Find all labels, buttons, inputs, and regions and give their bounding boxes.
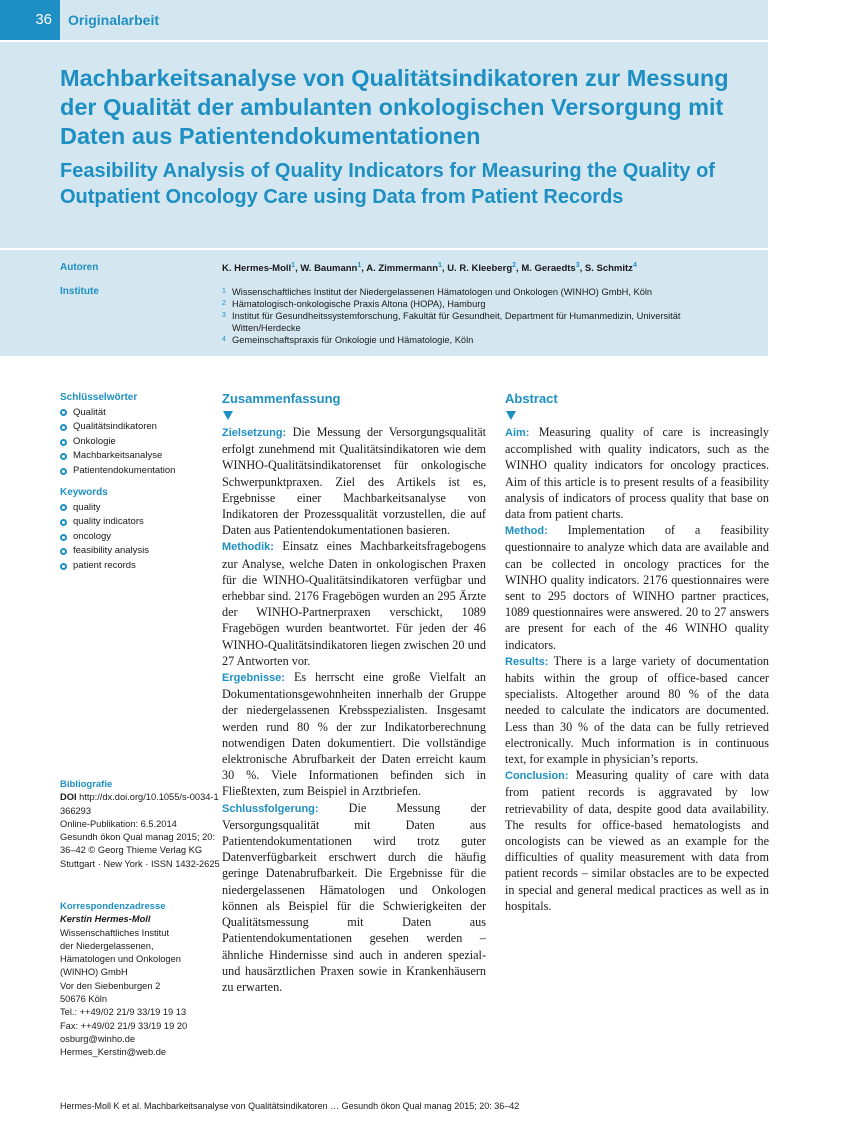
abstract-paragraph: Method: Implementation of a feasibility questionnaire to analyze which data are available and can be collected in oncology practices for the WINHO quality indicators. 2176 questionnaires were sent to 295 doctors of WINHO partner practices, 1089 questionnaires were answered. 20 to 27 answers are present for each of the 46 WINHO quality indicators. [505, 523, 770, 652]
bullet-icon [60, 453, 67, 460]
keyword-item: quality [60, 501, 210, 516]
bibliography [60, 778, 220, 871]
keyword-item: quality indicators [60, 515, 210, 530]
keyword-item: Onkologie [60, 435, 210, 450]
author: W. Baumann$^1$ [300, 262, 362, 275]
triangle-down-icon [506, 411, 516, 420]
address-line: 50676 Köln [60, 994, 108, 1005]
abstract-paragraph: Methodik: Einsatz eines Machbarkeitsfragebogens zur Analyse, welche Daten in onkologischen Praxen für die WINHO-Qualitätsindikatoren verfügbar und erhebbar sind. 2176 Fragebögen wurden an 295 Ärzte der WINHO-Partnerpraxen verschickt, 1089 Fragebögen wurden beantwortet. Für jeden der 46 WINHO-Qualitätsindikatoren liegen zwischen 20 und 27 Antworten vor. [222, 539, 486, 668]
abstract-paragraph: Aim: Measuring quality of care is increasingly accomplished with quality indicators, such as the WINHO quality indicators for oncology practices. Aim of this article is to present results of a feasibility analysis of indicators of process quality that base on data from patient charts. [505, 425, 770, 522]
abstract-paragraph: Conclusion: Measuring quality of care with data from patient records is aggravated by low retrievability of data, despite good data availability. The results for office-based hematologists and oncologists can be viewed as an example for the difficulties of quality measurement with data from patient records – similar obstacles are to be expected in special and general medical practices as well as in hospitals. [505, 768, 769, 913]
page-number: 36 [0, 0, 60, 40]
correspondence-name: Kerstin Hermes-Moll [60, 914, 151, 925]
author-list: K. Hermes-Moll$^1$, W. Baumann$^1$, A. Zimmermann$^1$, U. R. Kleeberg$^2$, M. Geraedts$^3$, S. Schmitz$^4$ [222, 262, 637, 275]
keyword-item: Qualität [60, 406, 210, 421]
bullet-icon [60, 424, 67, 431]
divider [0, 40, 768, 42]
keyword-item: Machbarkeitsanalyse [60, 449, 210, 464]
zusammenfassung-body [222, 424, 486, 995]
address-line: Vor den Siebenburgen 2 [60, 980, 161, 991]
institute-item: 1 Wissenschaftliches Institut der Niedergelassenen Hämatologen und Onkologen (WINHO) GmbH, Köln [222, 287, 653, 297]
keyword-item: Qualitätsindikatoren [60, 420, 210, 435]
section-label: Originalarbeit [68, 12, 160, 28]
abstract-paragraph: Results: There is a large variety of documentation habits within the group of office-based cancer specialists. Altogether around 80 % of the data needed to calculate the indicators are documented. Less than 30 % of the data can be fully retrieved electronically. Much information is in continuous text, for example in physician’s reports. [505, 653, 770, 767]
page-footer: Hermes-Moll K et al. Machbarkeitsanalyse von Qualitätsindikatoren … Gesundh ökon Qual manag 2015; 20: 36–42 [60, 1101, 520, 1111]
doi-link[interactable]: http://dx.doi.org/10.1055/s-0034-1366293 [60, 792, 219, 816]
keyword-item: Patientendokumentation [60, 464, 210, 479]
email-link[interactable]: osburg@winho.de [60, 1033, 136, 1044]
email-link[interactable]: Hermes_Kerstin@web.de [60, 1047, 167, 1058]
address-line: (WINHO) GmbH [60, 967, 128, 978]
keywords-title: Schlüsselwörter [60, 392, 138, 403]
author: M. Geraedts$^3$ [521, 262, 580, 275]
correspondence [60, 900, 220, 1060]
bullet-icon [60, 468, 67, 475]
keyword-item: oncology [60, 530, 210, 545]
address-line: Wissenschaftliches Institut [60, 927, 170, 938]
institute-item: 4 Gemeinschaftspraxis für Onkologie und Hämatologie, Köln [222, 335, 474, 345]
bullet-icon [60, 519, 67, 526]
abstract-paragraph: Schlussfolgerung: Die Messung der Versorgungsqualität mit Daten aus Patientendokumentationen wird trotz guter Datenverfügbarkeit erschwert durch die häufig geringe Datenabrufbarkeit. Die Ergebnisse für die niedergelassenen Hämatologen und Onkologen können als Beispiel für die Schwierigkeiten der Qualitätsmessung mit Daten aus Patientendokumentationen gesehen werden – ähnliche Hindernisse sind auch in anderen spezial- und hausärztlichen Praxen sowie in Krankenhäusern zu erwarten. [222, 800, 487, 994]
keywords-english [60, 486, 210, 574]
phone: Tel.: ++49/02 21/9 33/19 19 13 [60, 1007, 187, 1018]
author: A. Zimmermann$^1$ [366, 262, 442, 275]
bullet-icon [60, 504, 67, 511]
citation: Gesundh ökon Qual manag 2015; 20: 36–42 © Georg Thieme Verlag KG Stuttgart · New York · ISSN 1432-2625 [60, 832, 220, 869]
authors-label: Autoren [60, 262, 99, 273]
keywords-german [60, 391, 210, 479]
bullet-icon [60, 439, 67, 446]
abstract-body [505, 424, 769, 914]
abstract-paragraph: Ergebnisse: Es herrscht eine große Vielfalt an Dokumentationsgewohnheiten innerhalb der Gruppe der niedergelassenen Krebsspezialisten. Insgesamt werden rund 80 % der zur Indikatorberechnung notwendigen Daten dokumentiert. Die vollständige elektronische Abrufbarkeit der Daten erreicht kaum 30 %. Viele Informationen befinden sich in Fließtexten, zum Beispiel in Arztbriefen. [222, 670, 487, 799]
fax: Fax: ++49/02 21/9 33/19 19 20 [60, 1020, 188, 1031]
title-english: Feasibility Analysis of Quality Indicators for Measuring the Quality of Outpatient Oncology Care using Data from Patient Records [60, 160, 715, 208]
institute-label: Institute [60, 286, 99, 297]
bullet-icon [60, 548, 67, 555]
correspondence-title: Korrespondenzadresse [60, 901, 166, 912]
author: S. Schmitz$^4$ [584, 262, 637, 275]
abstract-paragraph: Zielsetzung: Die Messung der Versorgungsqualität erfolgt zunehmend mit Qualitätsindikatoren wie dem WINHO-Qualitätsindikatorenset für onkologische Schwerpunktpraxen. Ziel des Artikels ist es, Ergebnisse einer Machbarkeitsanalyse von Indikatoren der Prozessqualität vorzustellen, die auf Daten aus Patientendokumentationen basieren. [222, 425, 486, 538]
divider [0, 248, 768, 250]
institute-item: 3 Institut für Gesundheitssystemforschung, Fakultät für Gesundheit, Department für Humanmedizin, Universität Witten/Herdecke [222, 311, 681, 333]
zusammenfassung-title: Zusammenfassung [222, 391, 341, 406]
institute-list [222, 286, 702, 346]
doi: DOI http://dx.doi.org/10.1055/s-0034-1366293 [60, 792, 219, 816]
abstract-title: Abstract [505, 391, 558, 406]
keyword-item: patient records [60, 559, 210, 574]
author: U. R. Kleeberg$^2$ [447, 262, 517, 275]
address-line: Hämatologen und Onkologen [60, 954, 181, 965]
institute-item: 2 Hämatologisch-onkologische Praxis Altona (HOPA), Hamburg [222, 299, 486, 309]
author: K. Hermes-Moll$^1$ [222, 262, 296, 275]
bullet-icon [60, 534, 67, 541]
publication-date: Online-Publikation: 6.5.2014 [60, 818, 177, 829]
bullet-icon [60, 409, 67, 416]
bibliography-title: Bibliografie [60, 779, 113, 790]
keywords-title: Keywords [60, 487, 108, 498]
bullet-icon [60, 563, 67, 570]
triangle-down-icon [223, 411, 233, 420]
address-line: der Niedergelassenen, [60, 940, 154, 951]
title-german: Machbarkeitsanalyse von Qualitätsindikatoren zur Messung der Qualität der ambulanten onkologischen Versorgung mit Daten aus Patientendokumentationen [60, 65, 729, 149]
keyword-item: feasibility analysis [60, 544, 210, 559]
